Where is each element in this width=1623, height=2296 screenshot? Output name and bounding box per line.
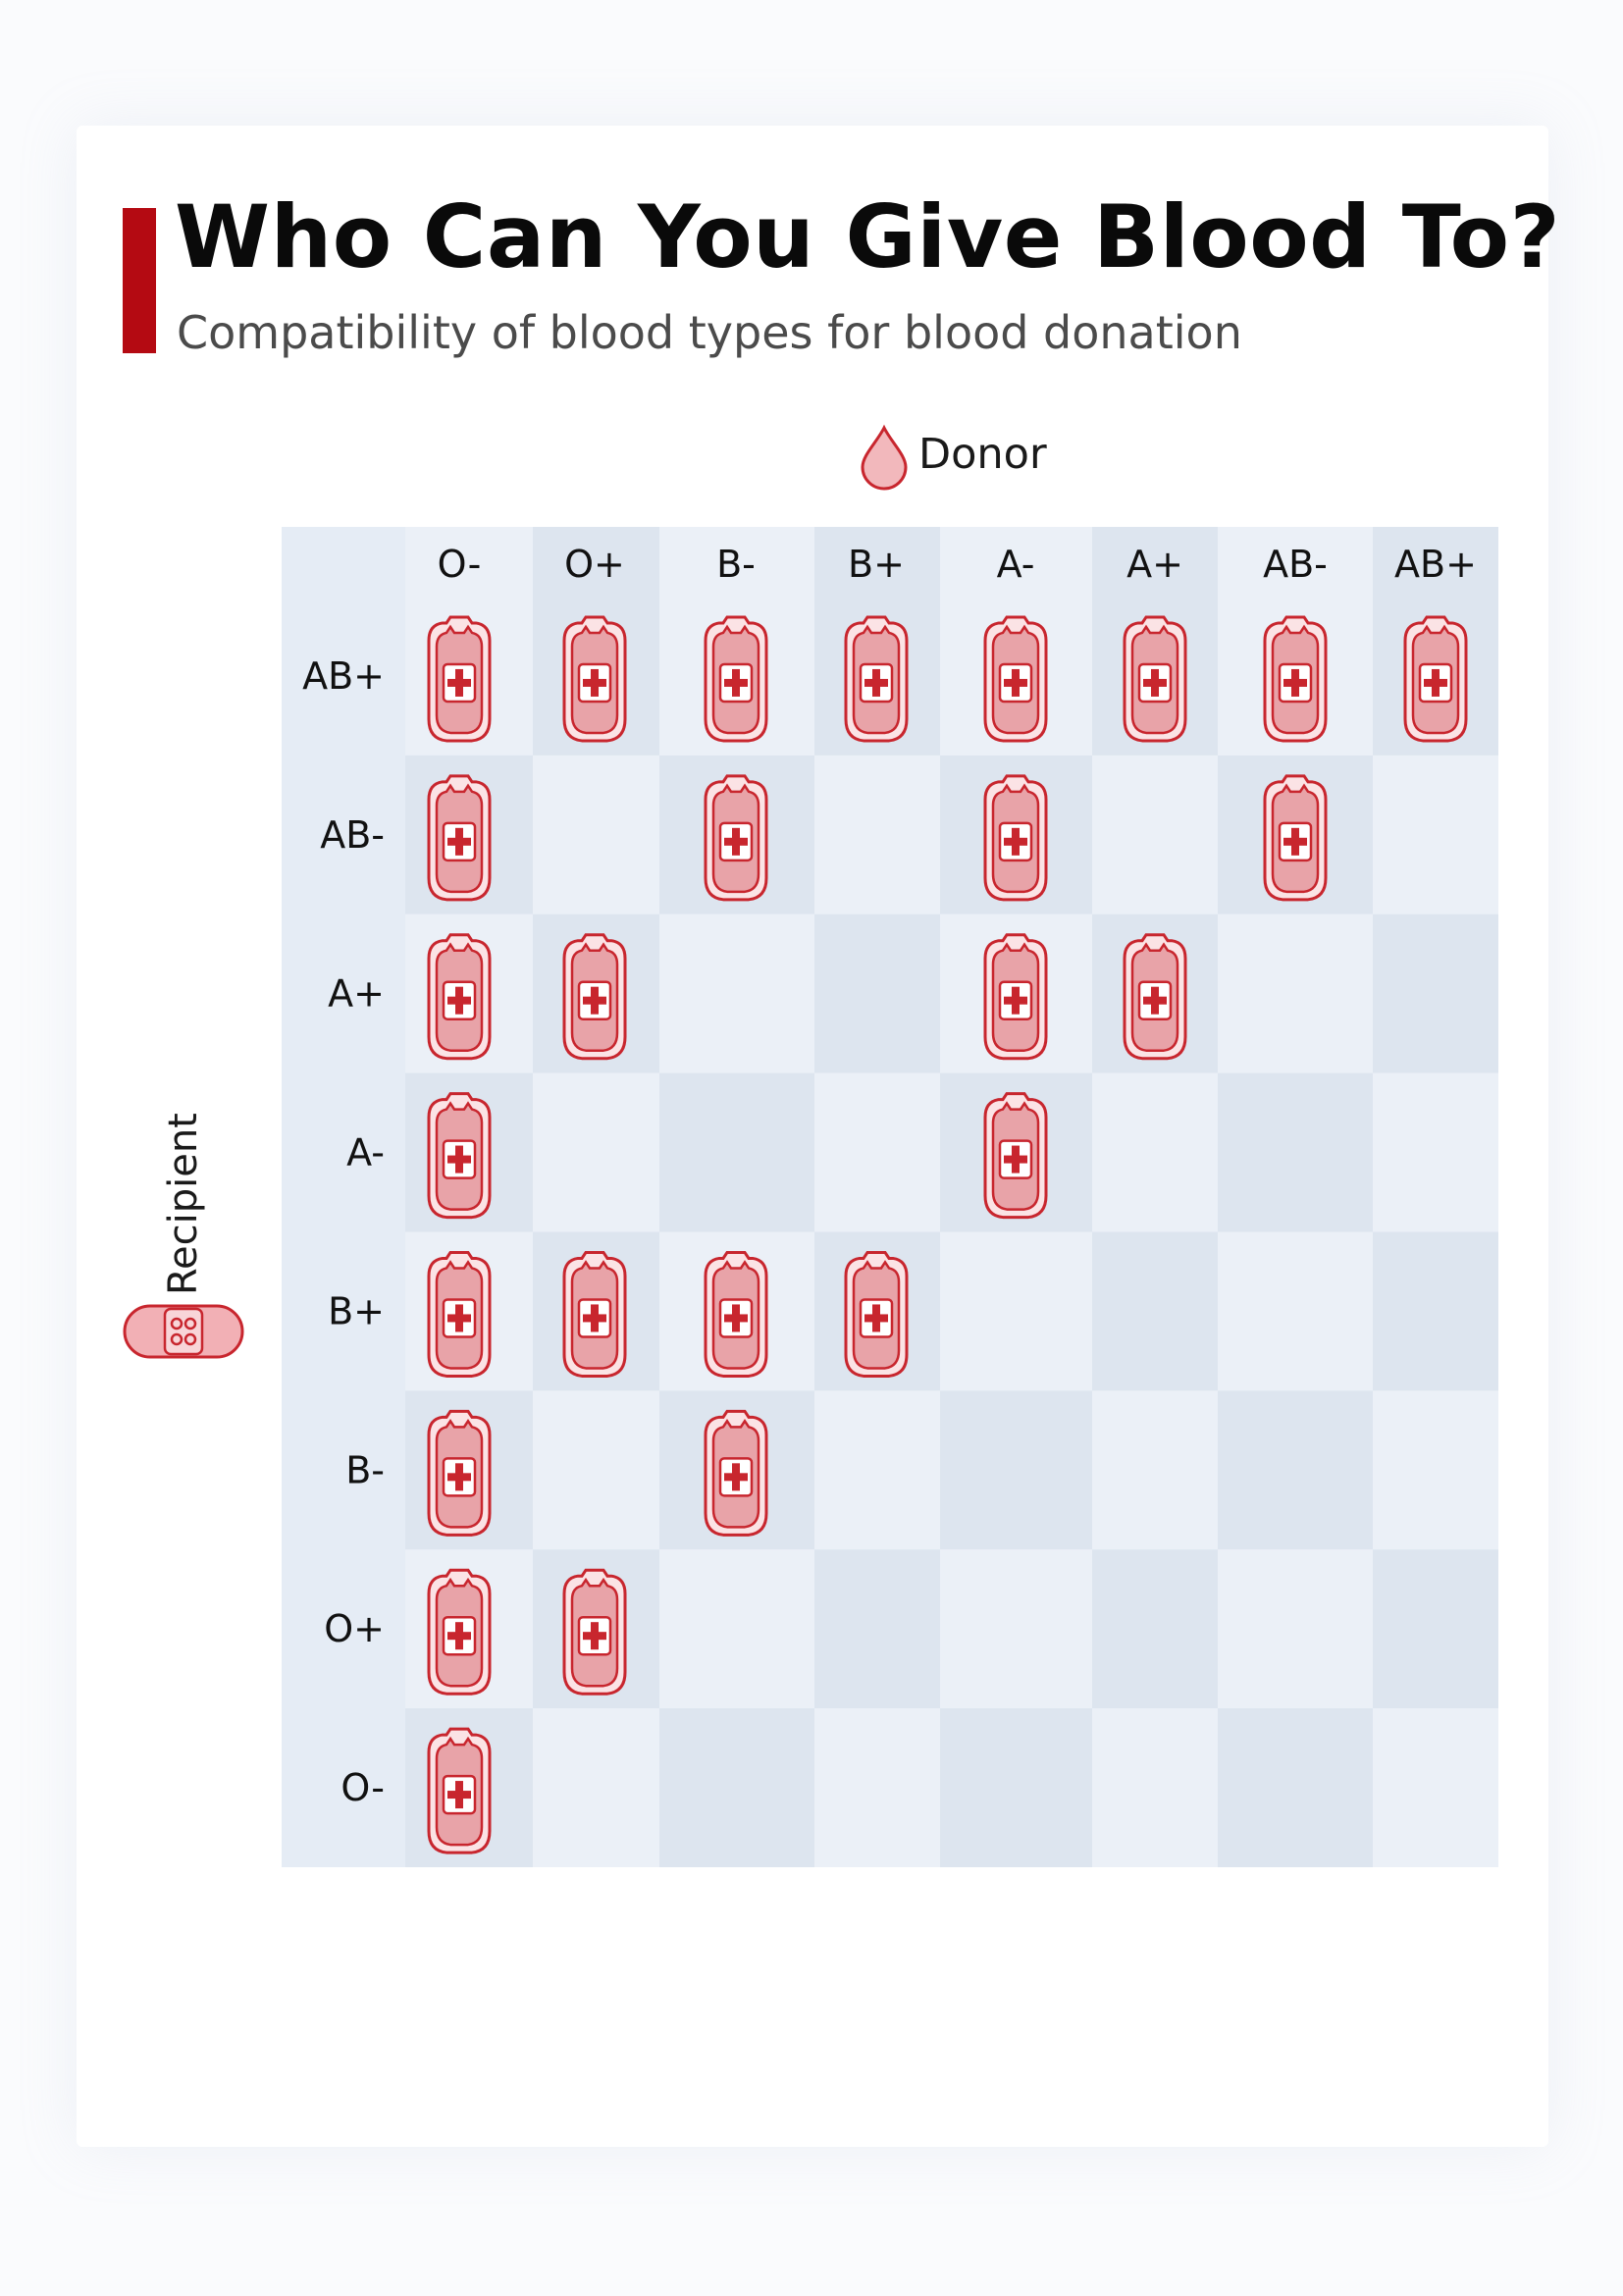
grid-cell	[659, 1708, 814, 1867]
blood-bag-icon	[429, 1411, 490, 1535]
grid-cell	[814, 1708, 940, 1867]
donor-column-header: AB+	[1394, 543, 1477, 586]
grid-cell	[659, 1549, 814, 1708]
donor-label: Donor	[918, 430, 1047, 479]
grid-cell	[940, 1549, 1092, 1708]
recipient-row-header: B+	[328, 1289, 385, 1333]
blood-bag-icon	[564, 1570, 625, 1694]
donor-column-header: A-	[996, 543, 1035, 586]
grid-cell	[533, 1708, 659, 1867]
grid-cell	[1092, 1549, 1218, 1708]
blood-bag-icon	[564, 1252, 625, 1376]
blood-bag-icon	[1265, 617, 1326, 741]
recipient-row-header: A+	[328, 971, 385, 1016]
blood-bag-icon	[429, 1729, 490, 1852]
blood-bag-icon	[564, 617, 625, 741]
chart-title: Who Can You Give Blood To?	[175, 186, 1561, 287]
blood-bag-icon	[706, 776, 766, 900]
grid-cell	[814, 1390, 940, 1549]
blood-bag-icon	[429, 776, 490, 900]
blood-bag-icon	[1265, 776, 1326, 900]
grid-cell	[940, 1708, 1092, 1867]
grid-cell	[1373, 756, 1498, 914]
grid-cell	[1092, 756, 1218, 914]
donor-column-header: O-	[437, 543, 482, 586]
recipient-label: Recipient	[161, 1113, 206, 1295]
donor-column-header: A+	[1126, 543, 1183, 586]
grid-cell	[1373, 1549, 1498, 1708]
grid-cell	[1218, 1073, 1373, 1232]
grid-cell	[1218, 1708, 1373, 1867]
grid-cell	[1092, 1232, 1218, 1391]
recipient-row-header: O-	[340, 1766, 385, 1810]
recipient-row-header: A-	[346, 1130, 385, 1174]
blood-bag-icon	[706, 1411, 766, 1535]
blood-bag-icon	[429, 1094, 490, 1218]
grid-cell	[814, 756, 940, 914]
donor-column-header: B-	[716, 543, 756, 586]
grid-cell	[1373, 1390, 1498, 1549]
blood-bag-icon	[985, 617, 1046, 741]
grid-cell	[1373, 914, 1498, 1073]
blood-bag-icon	[429, 935, 490, 1059]
grid-cell	[814, 914, 940, 1073]
blood-bag-icon	[846, 1252, 907, 1376]
blood-bag-icon	[985, 935, 1046, 1059]
grid-cell	[1373, 1708, 1498, 1867]
blood-bag-icon	[706, 1252, 766, 1376]
grid-cell	[533, 1390, 659, 1549]
blood-bag-icon	[706, 617, 766, 741]
grid-cell	[940, 1390, 1092, 1549]
blood-bag-icon	[1405, 617, 1466, 741]
recipient-row-header: AB-	[320, 812, 385, 857]
grid-cell	[533, 1073, 659, 1232]
blood-bag-icon	[429, 1252, 490, 1376]
grid-cell	[1092, 1390, 1218, 1549]
blood-bag-icon	[1125, 617, 1185, 741]
recipient-row-header: B-	[345, 1448, 385, 1492]
recipient-row-header: AB+	[302, 653, 385, 698]
donor-column-header: B+	[848, 543, 905, 586]
blood-bag-icon	[985, 1094, 1046, 1218]
grid-cell	[1218, 1232, 1373, 1391]
grid-cell	[659, 914, 814, 1073]
chart-subtitle: Compatibility of blood types for blood donation	[177, 306, 1242, 359]
grid-cell	[659, 1073, 814, 1232]
grid-cell	[1092, 1708, 1218, 1867]
grid-cell	[1373, 1073, 1498, 1232]
grid-cell	[1373, 1232, 1498, 1391]
grid-cell	[1218, 1390, 1373, 1549]
grid-cell	[814, 1549, 940, 1708]
donor-column-header: O+	[564, 543, 625, 586]
grid-cell	[940, 1232, 1092, 1391]
blood-bag-icon	[1125, 935, 1185, 1059]
grid-cell	[1092, 1073, 1218, 1232]
grid-cell	[1218, 914, 1373, 1073]
donor-column-header: AB-	[1263, 543, 1328, 586]
blood-bag-icon	[564, 935, 625, 1059]
blood-bag-icon	[429, 1570, 490, 1694]
grid-cell	[814, 1073, 940, 1232]
grid-cell	[1218, 1549, 1373, 1708]
recipient-row-header: O+	[324, 1607, 385, 1651]
grid-cell	[533, 756, 659, 914]
blood-bag-icon	[429, 617, 490, 741]
blood-bag-icon	[985, 776, 1046, 900]
blood-bag-icon	[846, 617, 907, 741]
